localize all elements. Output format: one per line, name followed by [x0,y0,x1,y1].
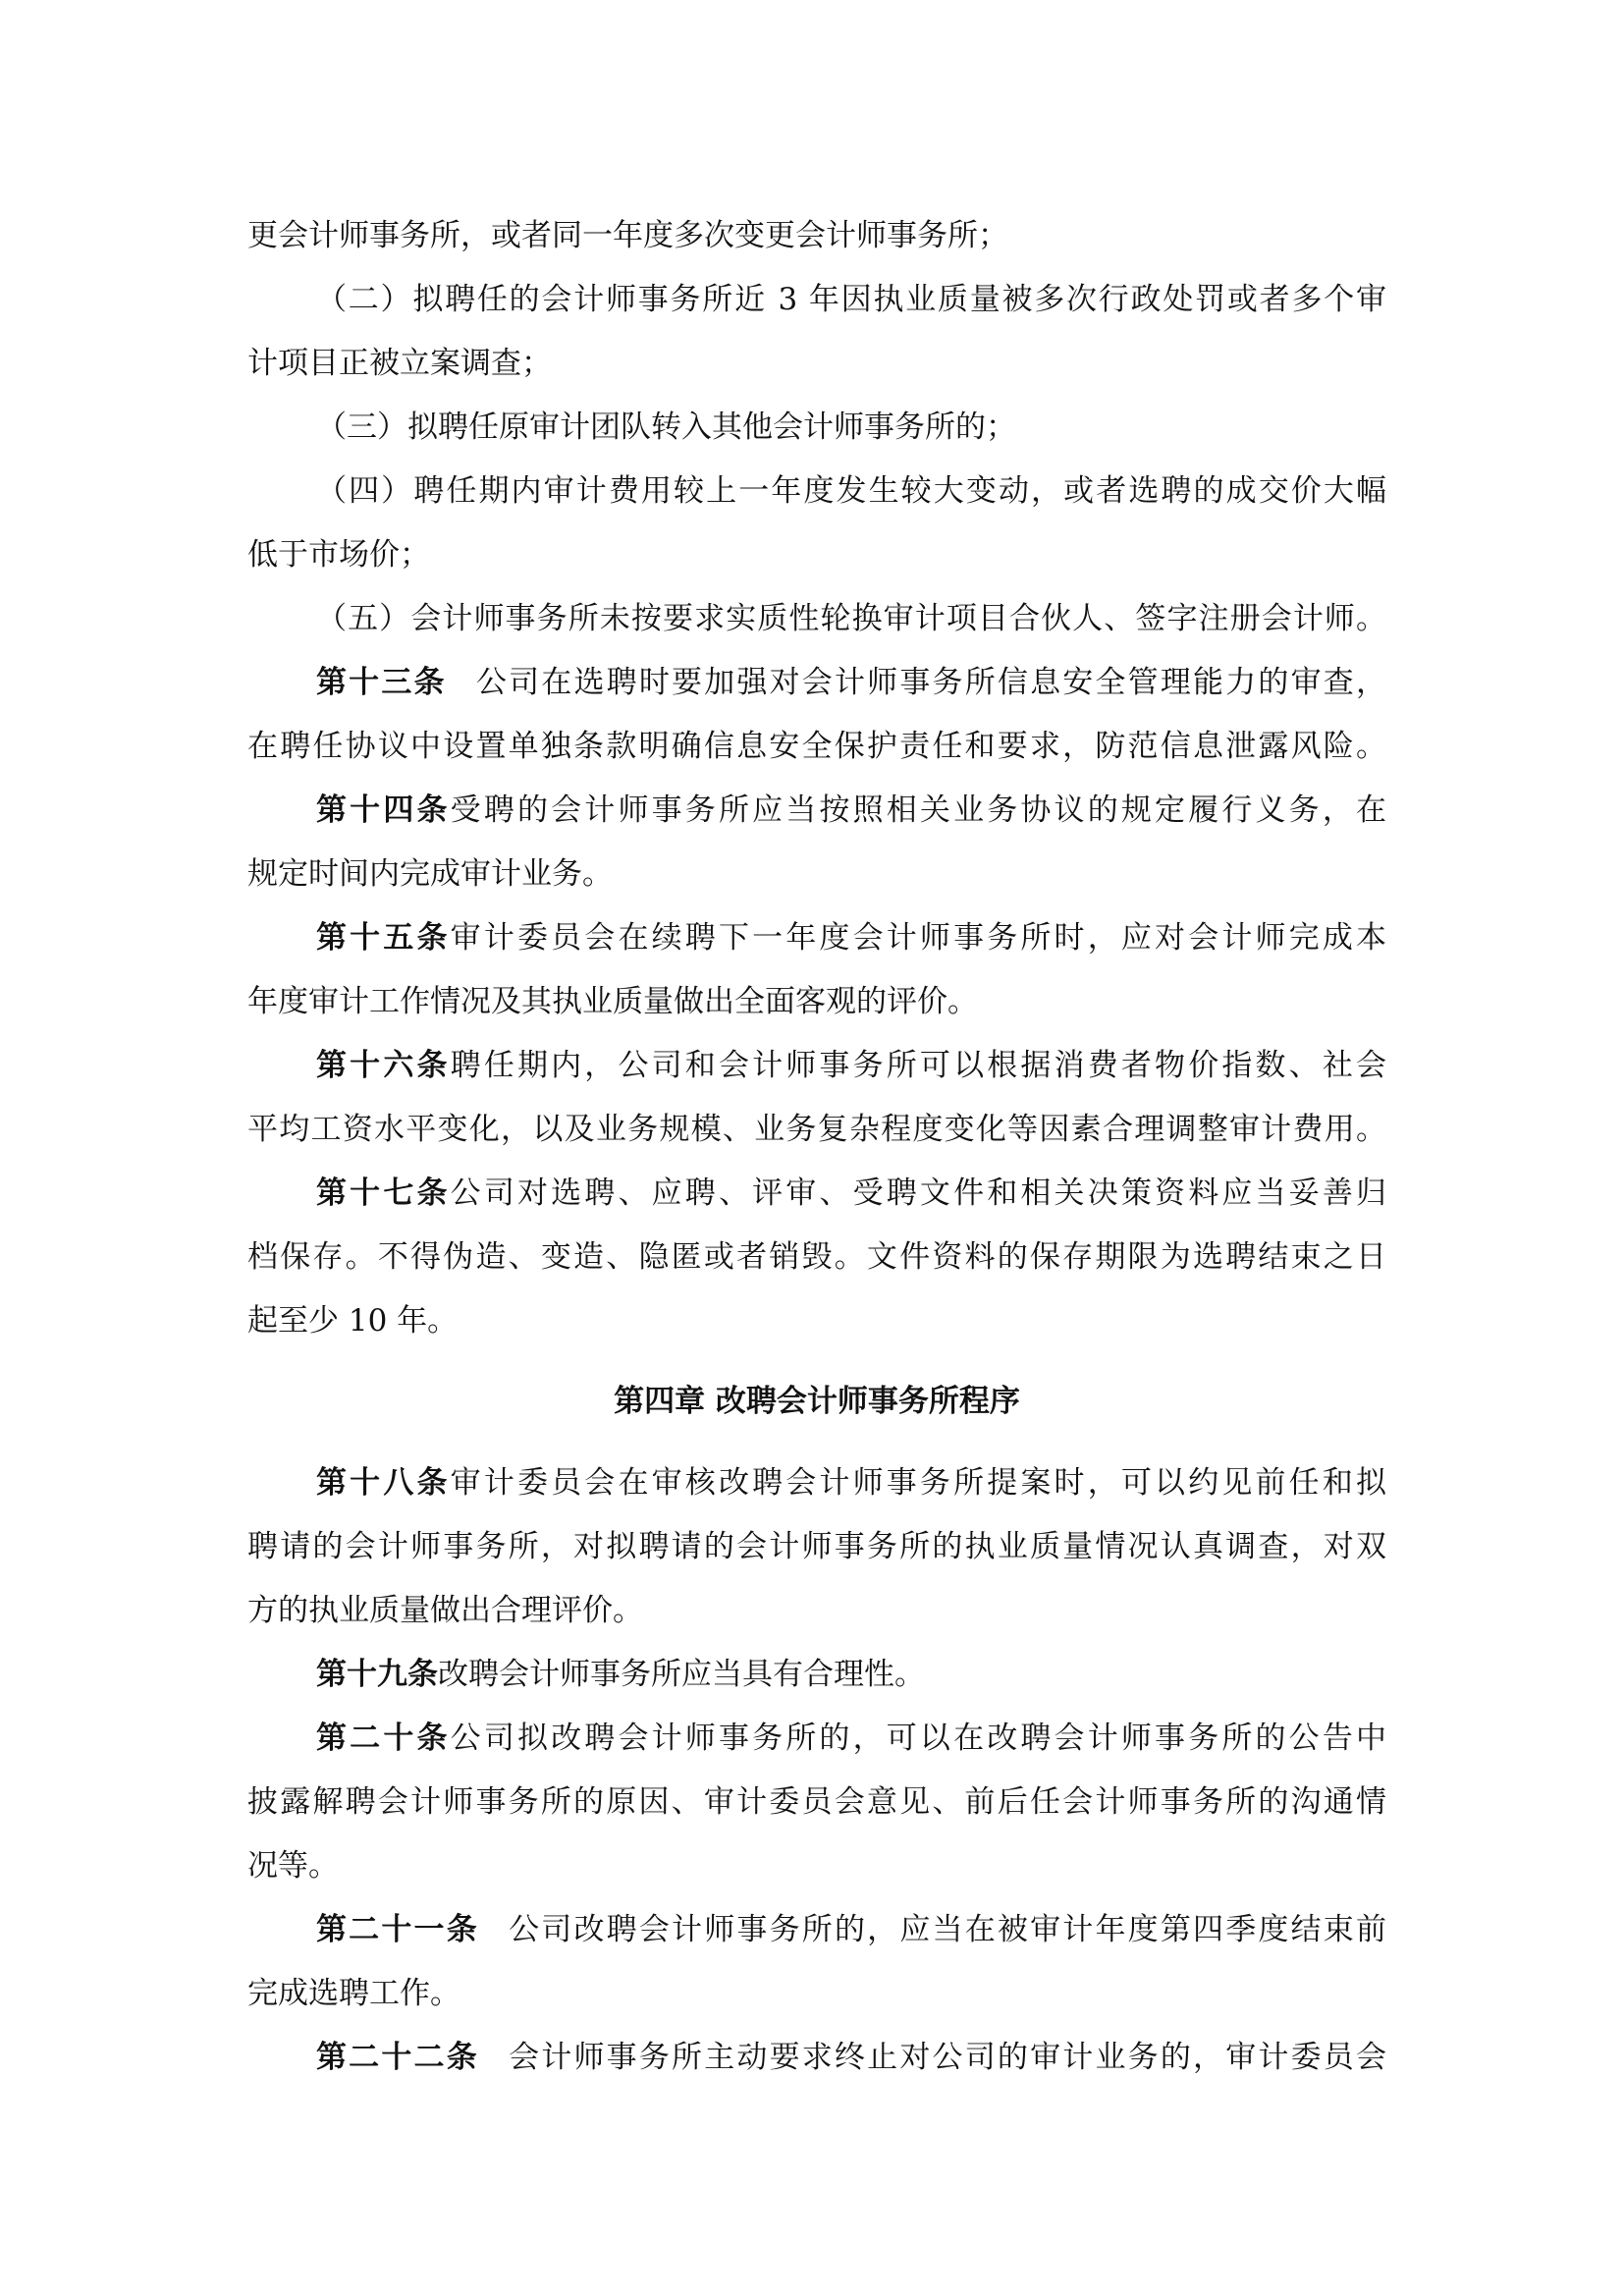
list-item-5: （五）会计师事务所未按要求实质性轮换审计项目合伙人、签字注册会计师。 [316,601,1386,636]
article-15-line-1 [247,906,1386,970]
article-13-label: 第十三条 [316,665,447,700]
article-20-text: 公司拟改聘会计师事务所的，可以在改聘会计师事务所的公告中 [450,1721,1386,1756]
article-18-label: 第十八条 [316,1465,451,1501]
article-15-text: 审计委员会在续聘下一年度会计师事务所时，应对会计师完成本 [450,920,1386,956]
article-13-text: 公司在选聘时要加强对会计师事务所信息安全管理能力的审查， [473,665,1386,700]
article-20-line-1 [247,1707,1386,1771]
article-21-text: 公司改聘会计师事务所的，应当在被审计年度第四季度结束前 [506,1912,1386,1947]
article-17-line-1 [247,1162,1386,1226]
article-14-line-2: 规定时间内完成审计业务。 [247,856,613,892]
article-21-line-2: 完成选聘工作。 [247,1976,460,2011]
article-18-line-1 [247,1451,1386,1515]
article-19-label: 第十九条 [316,1657,438,1692]
paragraph-line: 更会计师事务所，或者同一年度多次变更会计师事务所； [247,218,1008,253]
article-16-text: 聘任期内，公司和会计师事务所可以根据消费者物价指数、社会 [450,1048,1386,1083]
article-13-line-1 [247,651,1386,715]
article-21-line-1 [247,1898,1386,1962]
article-22-line-1 [247,2026,1386,2090]
article-17-line-2: 档保存。不得伪造、变造、隐匿或者销毁。文件资料的保存期限为选聘结束之日 [247,1239,1386,1275]
article-19-line-1 [247,1643,1386,1707]
list-item-4-line-1: （四）聘任期内审计费用较上一年度发生较大变动，或者选聘的成交价大幅 [316,473,1386,509]
article-17-label: 第十七条 [316,1175,451,1211]
article-19-text: 改聘会计师事务所应当具有合理性。 [438,1657,925,1692]
chapter-4-heading: 第四章 改聘会计师事务所程序 [614,1384,1020,1419]
list-item-4-line-2: 低于市场价； [247,537,430,573]
article-18-line-3: 方的执业质量做出合理评价。 [247,1593,643,1628]
document-page [247,204,1386,2090]
article-20-line-3: 况等。 [247,1848,339,1884]
article-22-label: 第二十二条 [316,2040,479,2075]
article-20-label: 第二十条 [316,1721,451,1756]
list-item-2-line-1: （二）拟聘任的会计师事务所近 3 年因执业质量被多次行政处罚或者多个审 [316,282,1386,317]
article-15-label: 第十五条 [316,920,451,956]
list-item-3: （三）拟聘任原审计团队转入其他会计师事务所的； [316,410,1016,445]
article-16-line-1 [247,1034,1386,1098]
article-21-label: 第二十一条 [316,1912,479,1947]
article-17-line-3: 起至少 10 年。 [247,1303,459,1339]
list-item-2-line-2: 计项目正被立案调查； [247,346,552,381]
article-16-label: 第十六条 [316,1048,451,1083]
article-20-line-2: 披露解聘会计师事务所的原因、审计委员会意见、前后任会计师事务所的沟通情 [247,1784,1386,1820]
article-18-line-2: 聘请的会计师事务所，对拟聘请的会计师事务所的执业质量情况认真调查，对双 [247,1529,1386,1564]
article-16-line-2: 平均工资水平变化，以及业务规模、业务复杂程度变化等因素合理调整审计费用。 [247,1112,1386,1147]
article-14-label: 第十四条 [316,793,451,828]
article-14-line-1 [247,779,1386,843]
article-13-line-2: 在聘任协议中设置单独条款明确信息安全保护责任和要求，防范信息泄露风险。 [247,729,1386,764]
article-14-text: 受聘的会计师事务所应当按照相关业务协议的规定履行义务，在 [450,793,1386,828]
article-17-text: 公司对选聘、应聘、评审、受聘文件和相关决策资料应当妥善归 [450,1175,1386,1211]
article-22-text: 会计师事务所主动要求终止对公司的审计业务的，审计委员会 [506,2040,1386,2075]
article-15-line-2: 年度审计工作情况及其执业质量做出全面客观的评价。 [247,984,978,1019]
article-18-text: 审计委员会在审核改聘会计师事务所提案时，可以约见前任和拟 [450,1465,1386,1501]
